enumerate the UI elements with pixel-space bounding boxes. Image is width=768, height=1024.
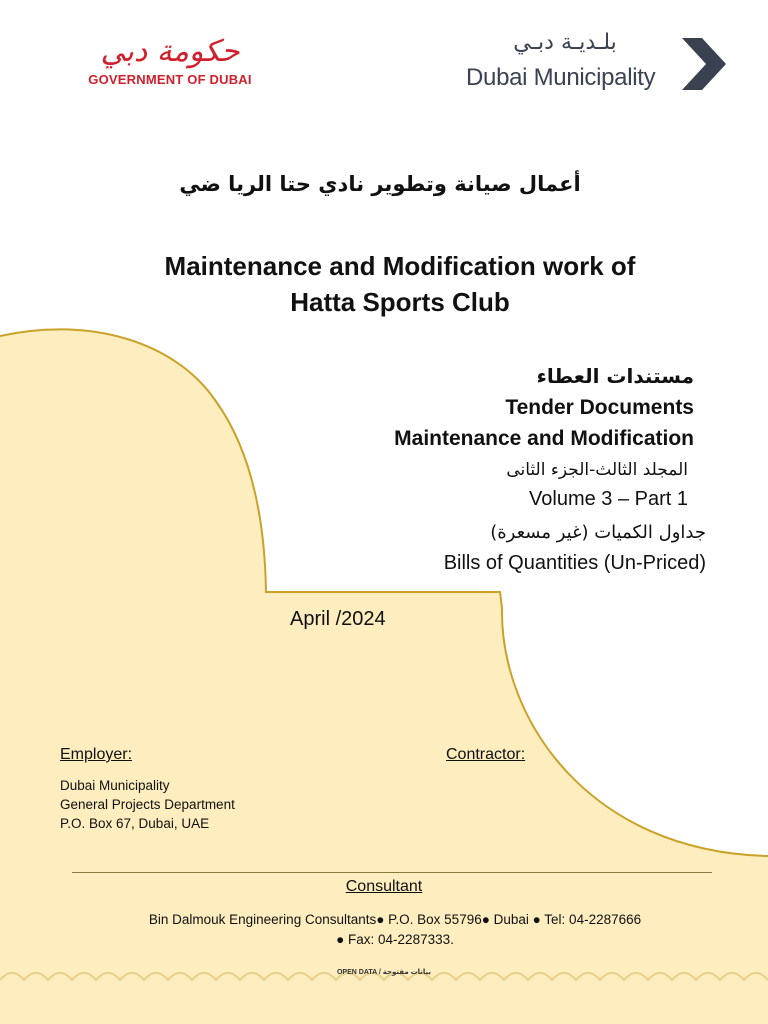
consultant-label: Consultant [345,878,423,895]
dm-logo-arabic: بلـديـة دبـي [513,30,617,55]
employer-line: General Projects Department [60,797,235,812]
open-data-label: OPEN DATA / بيانات مفتوحة [336,969,432,976]
project-title-arabic: أعمال صيانة وتطوير نادي حتا الريا ضي [179,172,581,196]
dm-chevron-icon [676,34,730,94]
tender-subheading: Maintenance and Modification [394,427,694,450]
bills-label: Bills of Quantities (Un-Priced) [443,552,706,574]
dm-logo-english: Dubai Municipality [466,64,656,91]
divider [72,872,712,873]
gov-logo-arabic: حكومة دبي [100,34,240,69]
employer-address [60,776,235,833]
employer-label: Employer: [60,746,133,763]
consultant-contact-line-1: Bin Dalmouk Engineering Consultants● P.O. Box 55796● Dubai ● Tel: 04-2287666 [148,912,642,927]
tender-heading-arabic: مستندات العطاء [536,364,694,388]
dubai-municipality-logo [460,30,730,100]
consultant-contact-line-2: ● Fax: 04-2287333. [336,932,454,947]
government-of-dubai-logo [70,30,270,92]
project-title-line-2: Hatta Sports Club [290,287,510,317]
volume-arabic: المجلد الثالث-الجزء الثانى [506,460,688,480]
document-date: April /2024 [290,608,386,630]
tender-heading: Tender Documents [505,396,694,419]
contractor-label: Contractor: [446,746,526,763]
project-title-english [90,248,710,320]
volume-label: Volume 3 – Part 1 [529,488,688,510]
employer-line: P.O. Box 67, Dubai, UAE [60,816,210,831]
gov-logo-english: GOVERNMENT OF DUBAI [88,72,252,87]
project-title-line-1: Maintenance and Modification work of [164,251,636,281]
bills-arabic: جداول الكميات (غير مسعرة) [490,522,706,543]
employer-line: Dubai Municipality [60,778,170,793]
